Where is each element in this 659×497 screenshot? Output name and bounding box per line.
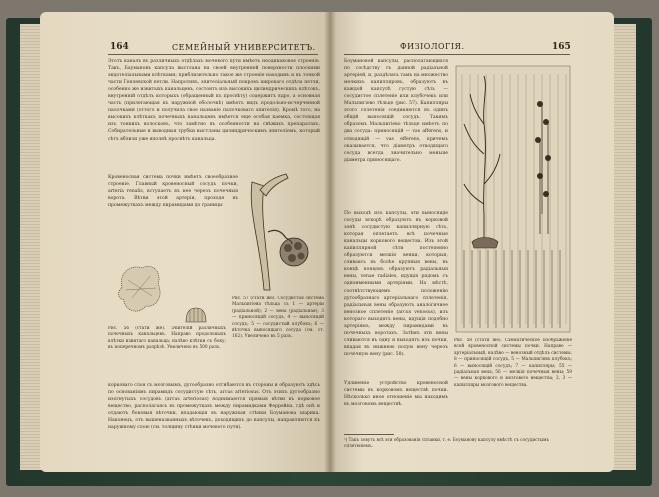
left-running-head: СЕМЕЙНЫЙ УНИВЕРСИТЕТЪ.	[172, 43, 316, 52]
figure-56-caption: Рис. 56 (стати же). Эпителій различныхъ почечныхъ канальцевъ. Направо продольныхъ клѣтки извитаго канальца; налѣво клѣтки съ боку; въ поперечномъ разрѣзѣ. Увеличено въ 500 разъ.	[108, 326, 226, 351]
right-text-bottom: Удлиненіе устройство кровеносной системы въ корковомъ веществѣ почки. Нѣсколько иное отношеніе мы находимъ въ мозговомъ веществѣ.	[344, 381, 448, 408]
right-text-mid: По выходѣ изъ капсулы, эти выносящіе сосуды вскорѣ образуютъ въ корковой зонѣ сосудистую капиллярную сѣть, которая оплетаетъ всѣ почечные канальцы коркового вещества. Изъ этой капиллярной сѣти постепенно образуются мелкія венки, которыя, сливаясь въ болѣе крупныя вены, въ концѣ концовъ образуютъ радіальныя вены, venae radiales, идущія рядомъ съ одноименными артеріями. На мѣстѣ, соотвѣтствующемъ положенію дугообразнаго артеріальнаго сплетенія, радіальныя вены образуютъ аналогичное венозное сплетеніе (arcus venosus), изъ котораго выходятъ вены, идущія подобно артеріямъ, между пирамидами въ почечныхъ воротахъ. Затѣмъ эти вены сливаются въ одну и выходятъ изъ почки, впадая въ нижнюю полую вену черезъ почечную вену (рис. 58).	[344, 211, 448, 357]
left-text-mid: Кровеносная система почки имѣетъ своеобразное строеніе. Главный кровеносный сосудъ почки, arteria renalis, вступаетъ въ нее черезъ почечныя ворота. Вѣтви этой артеріи, проходя въ промежуткахъ между пирамидами до границы	[108, 175, 238, 209]
right-header-rule	[344, 54, 570, 55]
left-text-bottom: корковаго слоя съ мозговымъ, дугообразно отгибаются въ стороны и образуютъ здѣсь по основаніямъ пирамидъ сосудистую сѣть, arcus arteriosus. Отъ этихъ дугообразно изогнутыхъ сосудовъ (arcus arteriosus) поднимаются прямыя вѣтви въ корковое вещество, располагаясь въ промежуткахъ между пирамидками Феррейна, гдѣ онѣ и отдаютъ боковыя вѣточки, впадающія въ наружныя стѣнки Боуманова шарика. Наконецъ, отъ вышеназванныхъ вѣточекъ, доходящихъ до капсулы, направляются къ наружному слою (см. толщину стѣнки мочевого пути).	[108, 383, 320, 431]
left-header-rule	[108, 54, 318, 55]
page-stack-right	[612, 24, 636, 470]
left-page-number: 164	[110, 42, 129, 52]
right-page	[330, 12, 614, 472]
book-gutter	[324, 12, 336, 472]
left-text-top: Этотъ каналъ въ различныхъ отдѣлахъ мочевого пути имѣетъ неодинаковое строеніе. Такъ, Баумановъ капсула выстлана на своей внутренней поверхности плоскими эндотеліальными клѣтками; приблизительно такое же строеніе находимъ и въ тонкой части Генлевской петли. Напротивъ, эпителіальный покровъ широкаго отдѣла петли, особенно же извитыхъ канальцевъ, состоитъ изъ высокихъ цилиндрическихъ клѣтокъ, внутренній отдѣлъ которыхъ (обращенный къ просвѣту) содержитъ ядро, а основная часть (прилегающая къ наружной оболочкѣ) имѣетъ видъ продольно-исчерченной палочками (оттого и получила свое названіе палочковаго эпителія). Кромѣ того, на высокихъ клѣткахъ почечныхъ канальцевъ имѣется еще особая каемка, состоящая изъ тонкихъ волосковъ, что замѣтно въ особенности на свѣжихъ препаратахъ. Собирательные и выводныя трубки выстланы цилиндрическимъ эпителіемъ, который сѣтъ вблизи уже вполнѣ просвѣтъ канальца.	[108, 59, 320, 142]
figure-57-caption: Рис. 57 (стати же). Сосудистая система Мальпигіева тѣльца съ 1 — артеріи (радіальной); 2 — вена (радіальная); 3 — приносящій сосудъ, 4 — выносящій сосудъ; 5 — сосудистый клубокъ; 6 — вѣточка выносящаго сосуда (см. ст. 162). Увеличено въ 5 разъ.	[232, 296, 324, 340]
right-footnote: ²) Такъ зовутъ всѣ эти образованія сплавки, т. е. Боуманову капсулу вмѣстѣ съ сосудистымъ сплетеніемъ.	[344, 437, 550, 448]
figure-58-caption: Рис. 58 (стати же). Схематическое изображеніе всей кровеносной системы почки. Направо — артеріальный, налѣво — венозный отдѣлъ системы. 8 — приносящій сосудъ, 5 — Мальпигіевъ клубокъ; 6 — выносящій сосудъ; 7 — капилляры; 55 — радіальная вена; 56 — мелкія почечныя вены; 59 — вены коркового и мозгового вещества; 2, 3 — капилляры мозгового вещества.	[454, 338, 572, 388]
footnote-rule	[344, 434, 394, 435]
right-text-top: Боумановой капсулы, располагающихся по сосѣдству съ данной радіальной артеріей, и, раздѣлясь тамъ на множество мелкихъ капилляровъ, образуютъ въ каждой капсулѣ густую сѣть — сосудистое сплетеніе или клубочекъ или Мальпигіево тѣльце (рис. 57). Капилляры этого сплетенія соединяются въ одинъ общій выносящій сосудъ. Такимъ образомъ Мальпигіево тѣльце имѣетъ по два сосуда: приносящій — vas afferens, и отводящій — vas efferens, причемъ оказывается, что діаметръ отводящаго сосуда всегда значительно меньше діаметра приносящаго.	[344, 59, 448, 163]
figure-56-epithelium-illustration	[112, 258, 222, 328]
figure-58-circulation-illustration	[454, 64, 572, 334]
left-page	[40, 12, 330, 472]
figure-57-vessel-illustration	[230, 172, 310, 294]
right-running-head: ФИЗІОЛОГІЯ.	[400, 42, 465, 51]
right-page-number: 165	[552, 42, 571, 52]
